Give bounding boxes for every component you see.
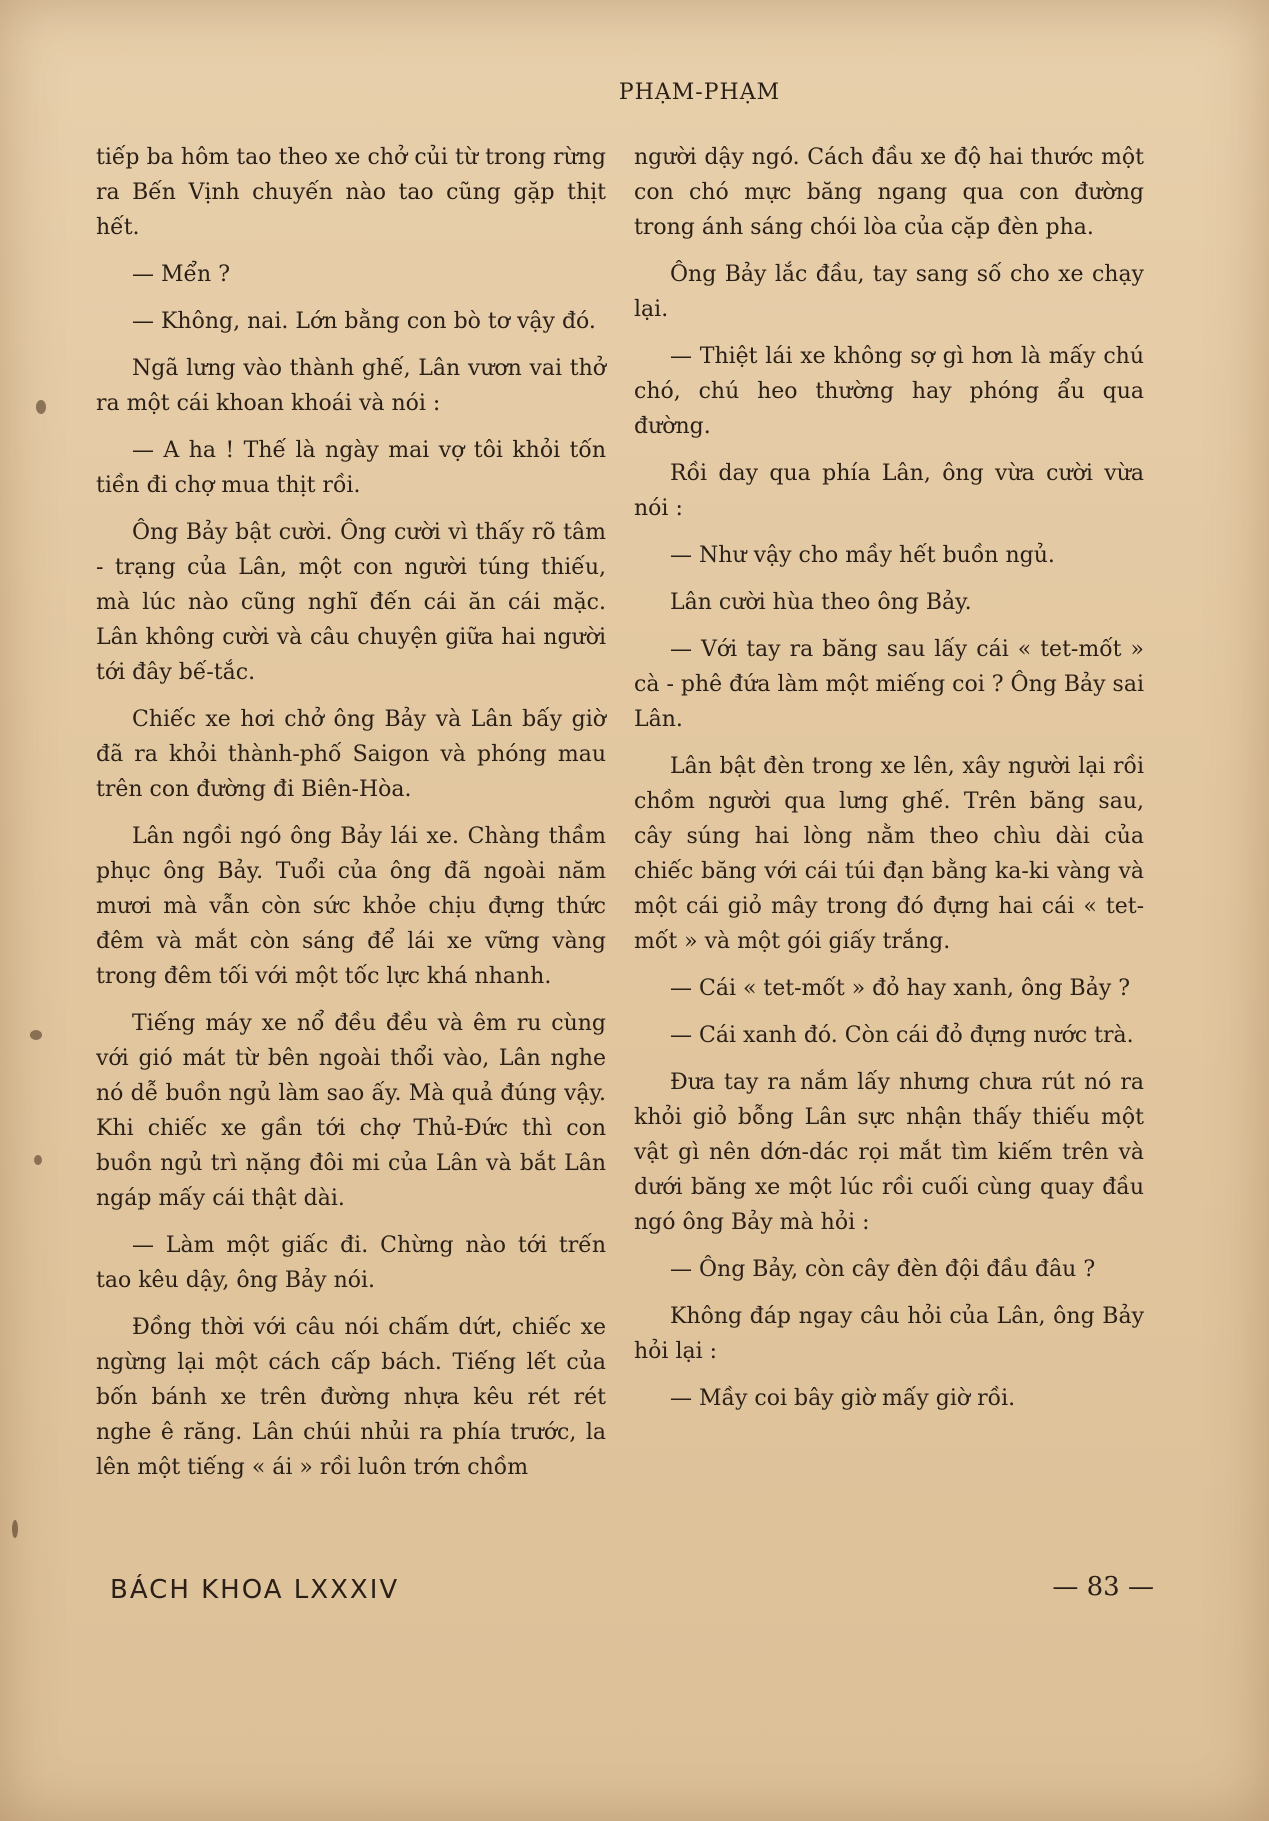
paragraph: Ngã lưng vào thành ghế, Lân vươn vai thở ra một cái khoan khoái và nói :	[96, 356, 606, 416]
paragraph: — Làm một giấc đi. Chừng nào tới trến tao kêu dậy, ông Bảy nói.	[96, 1233, 606, 1293]
paragraph: — Không, nai. Lớn bằng con bò tơ vậy đó.	[132, 309, 596, 334]
paragraph: Đồng thời với câu nói chấm dứt, chiếc xe ngừng lại một cách cấp bách. Tiếng lết của bốn bánh xe trên đường nhựa kêu rét rét nghe ê răng. Lân chúi nhủi ra phía trước, la lên một tiếng « ái » rồi luôn trớn chồm	[96, 1315, 606, 1480]
ink-spot	[30, 1030, 42, 1040]
paragraph: tiếp ba hôm tao theo xe chở củi từ trong rừng ra Bến Vịnh chuyến nào tao cũng gặp thịt hết.	[96, 145, 606, 240]
running-head: PHẠM-PHẠM	[618, 80, 781, 105]
paragraph: — Thiệt lái xe không sợ gì hơn là mấy chú chó, chú heo thường hay phóng ẩu qua đường.	[634, 344, 1144, 439]
paragraph: Rồi day qua phía Lân, ông vừa cười vừa nói :	[634, 461, 1144, 521]
paragraph: Ông Bảy bật cười. Ông cười vì thấy rõ tâm - trạng của Lân, một con người túng thiếu, mà lúc nào cũng nghĩ đến cái ăn cái mặc. Lân không cười và câu chuyện giữa hai người tới đây bế-tắc.	[96, 520, 606, 685]
paragraph: — Với tay ra băng sau lấy cái « tet-mốt » cà - phê đứa làm một miếng coi ? Ông Bảy sai Lân.	[634, 637, 1144, 732]
paragraph: Lân bật đèn trong xe lên, xây người lại rồi chồm người qua lưng ghế. Trên băng sau, cây súng hai lòng nằm theo chìu dài của chiếc băng với cái túi đạn bằng ka-ki vàng và một cái giỏ mây trong đó đựng hai cái « tet-mốt » và một gói giấy trắng.	[634, 754, 1144, 954]
paragraph: Tiếng máy xe nổ đều đều và êm ru cùng với gió mát từ bên ngoài thổi vào, Lân nghe nó dễ buồn ngủ làm sao ấy. Mà quả đúng vậy. Khi chiếc xe gần tới chợ Thủ-Đức thì con buồn ngủ trì nặng đôi mi của Lân và bắt Lân ngáp mấy cái thật dài.	[96, 1011, 606, 1211]
paragraph: Ông Bảy lắc đầu, tay sang số cho xe chạy lại.	[634, 262, 1144, 322]
paragraph: Lân ngồi ngó ông Bảy lái xe. Chàng thầm phục ông Bảy. Tuổi của ông đã ngoài năm mươi mà vẫn còn sức khỏe chịu đựng thức đêm và mắt còn sáng để lái xe vững vàng trong đêm tối với một tốc lực khá nhanh.	[96, 824, 606, 989]
paragraph: — Cái « tet-mốt » đỏ hay xanh, ông Bảy ?	[670, 976, 1131, 1001]
paragraph: người dậy ngó. Cách đầu xe độ hai thước một con chó mực băng ngang qua con đường trong ánh sáng chói lòa của cặp đèn pha.	[634, 145, 1144, 240]
ink-spot	[12, 1520, 18, 1538]
paragraph: — A ha ! Thế là ngày mai vợ tôi khỏi tốn tiền đi chợ mua thịt rồi.	[96, 438, 606, 498]
ink-spot	[34, 1155, 42, 1165]
left-column	[96, 140, 606, 1497]
paragraph: Lân cười hùa theo ông Bảy.	[670, 590, 972, 615]
paragraph: — Như vậy cho mầy hết buồn ngủ.	[670, 543, 1055, 568]
paragraph: — Mển ?	[132, 262, 231, 287]
paragraph: — Mầy coi bây giờ mấy giờ rồi.	[670, 1386, 1016, 1411]
publication-title: BÁCH KHOA LXXXIV	[110, 1575, 400, 1605]
paragraph: Đưa tay ra nắm lấy nhưng chưa rút nó ra khỏi giỏ bỗng Lân sực nhận thấy thiếu một vật gì nên dớn-dác rọi mắt tìm kiếm trên và dưới băng xe một lúc rồi cuối cùng quay đầu ngó ông Bảy mà hỏi :	[634, 1070, 1144, 1235]
right-column	[634, 140, 1144, 1428]
ink-spot	[36, 400, 46, 414]
paragraph: Không đáp ngay câu hỏi của Lân, ông Bảy hỏi lại :	[634, 1304, 1144, 1364]
paragraph: — Ông Bảy, còn cây đèn đội đầu đâu ?	[670, 1257, 1096, 1282]
paragraph: — Cái xanh đó. Còn cái đỏ đựng nước trà.	[670, 1023, 1134, 1048]
paragraph: Chiếc xe hơi chở ông Bảy và Lân bấy giờ đã ra khỏi thành-phố Saigon và phóng mau trên con đường đi Biên-Hòa.	[96, 707, 606, 802]
page-number: — 83 —	[1052, 1572, 1154, 1602]
